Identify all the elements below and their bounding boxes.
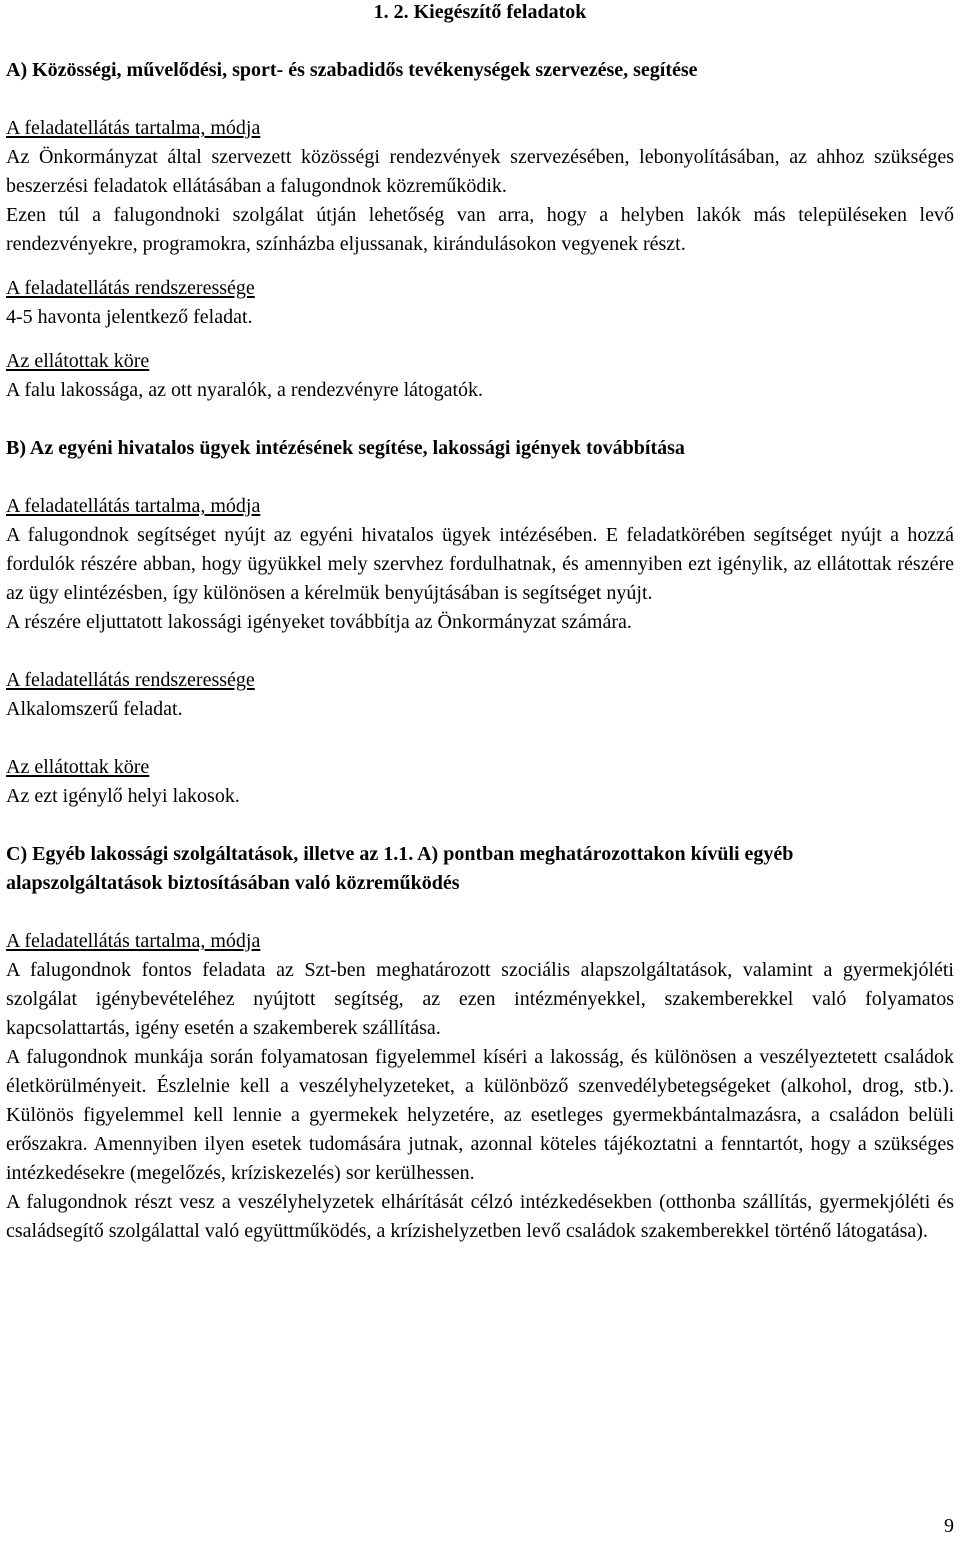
section-a-recipients-text: A falu lakossága, az ott nyaralók, a rendezvényre látogatók. (6, 379, 484, 401)
section-b-frequency-text: Alkalomszerű feladat. (6, 698, 183, 720)
section-c-content-paragraph: A falugondnok részt vesz a veszélyhelyzetek elhárítását célzó intézkedésekben (otthonba szállítás, gyermekjóléti és családsegítő szolgálattal való együttműködés, a krízishelyzetben levő családok szakemberekkel történő látogatása). (6, 1191, 954, 1242)
page-number: 9 (944, 1515, 954, 1537)
section-a-recipients-label: Az ellátottak köre (6, 350, 150, 372)
section-a-frequency-text: 4-5 havonta jelentkező feladat. (6, 306, 253, 328)
section-a-content-label: A feladatellátás tartalma, módja (6, 117, 261, 139)
section-c-content-label: A feladatellátás tartalma, módja (6, 930, 261, 952)
section-c-content-paragraph: A falugondnok munkája során folyamatosan figyelemmel kíséri a lakosság, és különösen a veszélyeztetett családok életkörülményeit. Észlelnie kell a veszélyhelyzeteket, a különböző szenvedélybetegségeket (alkohol, drog, stb.). Különös figyelemmel kell lennie a gyermekek helyzetére, az esetleges gyermekbántalmazásra, a családon belüli erőszakra. Amennyiben ilyen esetek tudomására jutnak, azonnal köteles tájékoztatni a fenntartót, hogy a szükséges intézkedésekre (megelőzés, kríziskezelés) sor kerülhessen. (6, 1046, 954, 1184)
document-body (6, 0, 954, 1246)
section-a-heading: A) Közösségi, művelődési, sport- és szabadidős tevékenységek szervezése, segítése (6, 59, 698, 81)
page-title: 1. 2. Kiegészítő feladatok (373, 1, 587, 23)
section-c-heading: C) Egyéb lakossági szolgáltatások, illetve az 1.1. A) pontban meghatározottakon kívüli egyéb alapszolgáltatások biztosításában való közreműködés (6, 843, 794, 894)
section-b-frequency-label: A feladatellátás rendszeressége (6, 669, 255, 691)
section-b-content-paragraph: A falugondnok segítséget nyújt az egyéni hivatalos ügyek intézésében. E feladatkörében segítséget nyújt a hozzá fordulók részére abban, hogy ügyükkel mely szervhez fordulhatnak, és amennyiben ezt igénylik, az ellátottak részére az ügy elintézésben, így különösen a kérelmük benyújtásában is segítséget nyújt. (6, 524, 954, 604)
section-b-content-paragraph: A részére eljuttatott lakossági igényeket továbbítja az Önkormányzat számára. (6, 611, 632, 633)
section-a-frequency-label: A feladatellátás rendszeressége (6, 277, 255, 299)
section-c-content-paragraph: A falugondnok fontos feladata az Szt-ben meghatározott szociális alapszolgáltatások, valamint a gyermekjóléti szolgálat igénybevételéhez nyújtott segítség, az ezen intézményekkel, szakemberekkel való folyamatos kapcsolattartás, igény esetén a szakemberek szállítása. (6, 959, 954, 1039)
section-a-content-paragraph: Ezen túl a falugondnoki szolgálat útján lehetőség van arra, hogy a helyben lakók más településeken levő rendezvényekre, programokra, színházba eljussanak, kirándulásokon vegyenek részt. (6, 204, 954, 255)
section-b-heading: B) Az egyéni hivatalos ügyek intézésének segítése, lakossági igények továbbítása (6, 437, 685, 459)
section-b-content-label: A feladatellátás tartalma, módja (6, 495, 261, 517)
section-a-content-paragraph: Az Önkormányzat által szervezett közösségi rendezvények szervezésében, lebonyolításában, az ahhoz szükséges beszerzési feladatok ellátásában a falugondnok közreműködik. (6, 146, 954, 197)
section-b-recipients-label: Az ellátottak köre (6, 756, 150, 778)
section-b-recipients-text: Az ezt igénylő helyi lakosok. (6, 785, 240, 807)
